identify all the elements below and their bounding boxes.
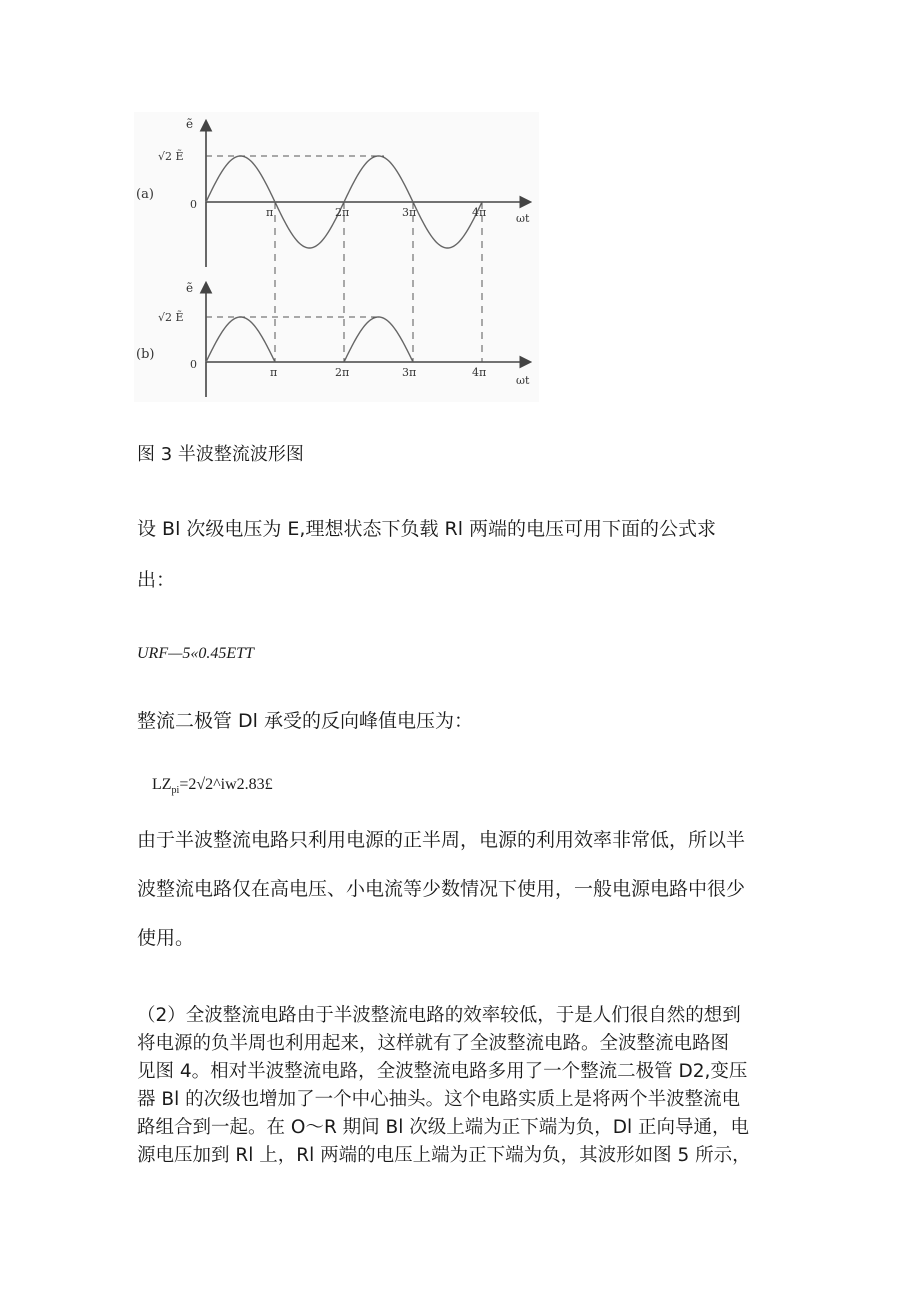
panel-a-tick-pi: π [266,206,274,219]
paragraph-2-line: （2）全波整流电路由于半波整流电路的效率较低，于是人们很自然的想到 [137,1005,741,1026]
panel-a-tick-4pi: 4π [472,206,487,219]
panel-b-tick-2pi: 2π [335,366,350,379]
formula-2-pre: LZ [152,776,172,793]
panel-a-zero: 0 [190,198,197,211]
panel-b-tick-4pi: 4π [472,366,487,379]
panel-a-tick-3pi: 3π [402,206,417,219]
panel-b-label: (b) [136,347,155,362]
panel-a-y-label: ẽ [186,117,194,131]
panel-b-y-label: ẽ [186,281,194,295]
panel-b-peak-label: √2 Ẽ [158,311,184,324]
panel-b-half-wave-2 [344,317,413,362]
paragraph-1-line: 由于半波整流电路只利用电源的正半周，电源的利用效率非常低，所以半 [137,829,746,851]
panel-b-tick-pi: π [270,366,278,379]
waveform-diagram [134,112,539,402]
panel-b-x-label: ωt [516,374,530,387]
panel-a-x-label: ωt [516,212,530,225]
paragraph-2-line: 源电压加到 Rl 上，Rl 两端的电压上端为正下端为负，其波形如图 5 所示， [137,1145,751,1166]
intro-line-2: 出： [137,569,176,591]
figure-caption: 图 3 半波整流波形图 [137,444,304,465]
paragraph-2 [137,1002,787,1170]
paragraph-2-line: 器 Bl 的次级也增加了一个中心抽头。这个电路实质上是将两个半波整流电 [137,1089,741,1110]
waveform-figure [134,112,539,402]
formula-1: URF—5«0.45ETT [137,645,254,662]
formula-2 [152,776,273,796]
formula-2-post: =2√2^iw2.83£ [179,776,273,793]
panel-a-peak-label: √2 Ẽ [158,150,184,163]
paragraph-1-line: 波整流电路仅在高电压、小电流等少数情况下使用，一般电源电路中很少 [137,878,746,900]
diode-text: 整流二极管 Dl 承受的反向峰值电压为： [137,710,473,732]
paragraph-2-line: 路组合到一起。在 O～R 期间 Bl 次级上端为正下端为负，Dl 正向导通，电 [137,1117,750,1138]
paragraph-2-line: 将电源的负半周也利用起来，这样就有了全波整流电路。全波整流电路图 [137,1033,730,1054]
paragraph-1 [137,816,787,963]
panel-b-tick-3pi: 3π [402,366,417,379]
panel-b-half-wave-1 [206,317,275,362]
intro-line-1: 设 Bl 次级电压为 E,理想状态下负载 Rl 两端的电压可用下面的公式求 [137,518,717,540]
panel-a-tick-2pi: 2π [335,206,350,219]
panel-b-zero: 0 [190,358,197,371]
paragraph-1-line: 使用。 [137,927,195,949]
formula-2-sub: pi [171,785,180,797]
panel-a-label: (a) [136,187,154,202]
paragraph-2-line: 见图 4。相对半波整流电路，全波整流电路多用了一个整流二极管 D2,变压 [137,1061,748,1082]
